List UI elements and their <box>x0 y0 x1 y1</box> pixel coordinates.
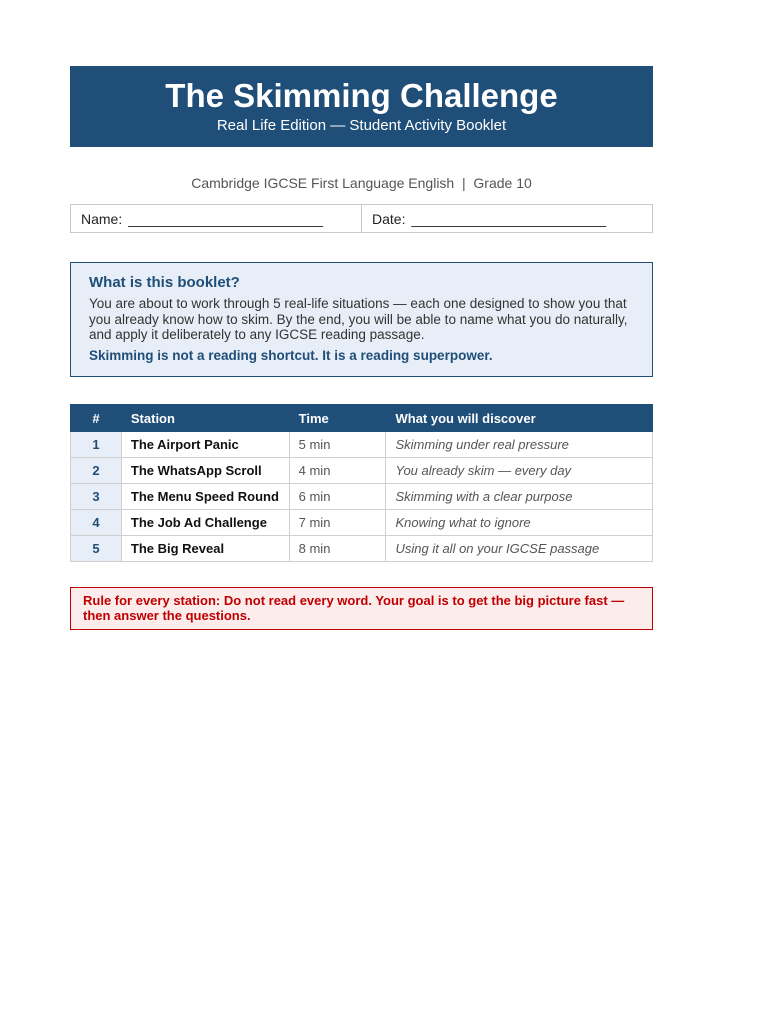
table-row <box>71 432 653 458</box>
title-banner <box>70 66 653 147</box>
info-box <box>70 262 653 377</box>
row-discover: Using it all on your IGCSE passage <box>386 536 653 562</box>
row-station: The WhatsApp Scroll <box>121 458 289 484</box>
course-info: Cambridge IGCSE First Language English | Grade 10 <box>191 175 532 191</box>
row-discover: You already skim — every day <box>386 458 653 484</box>
name-field[interactable] <box>71 205 361 232</box>
row-station: The Job Ad Challenge <box>121 510 289 536</box>
row-station: The Menu Speed Round <box>121 484 289 510</box>
row-discover: Skimming with a clear purpose <box>386 484 653 510</box>
row-number: 4 <box>71 510 122 536</box>
info-body: You are about to work through 5 real-life situations — each one designed to show you that you already know how to skim. By the end, you will be able to name what you do naturally, and apply it deliberately to any IGCSE reading passage. <box>89 296 628 342</box>
name-date-form <box>70 204 653 233</box>
name-label: Name: <box>81 210 123 227</box>
page-subtitle: Real Life Edition — Student Activity Booklet <box>216 117 507 134</box>
name-blank-line[interactable]: _________________________ <box>128 210 323 227</box>
table-row <box>71 484 653 510</box>
page-title: The Skimming Challenge <box>165 77 558 114</box>
info-heading: What is this booklet? <box>89 274 240 291</box>
header-station: Station <box>121 405 289 432</box>
row-station: The Airport Panic <box>121 432 289 458</box>
row-discover: Skimming under real pressure <box>386 432 653 458</box>
date-field[interactable] <box>361 205 652 232</box>
header-number: # <box>71 405 122 432</box>
row-number: 3 <box>71 484 122 510</box>
stations-table <box>70 404 653 562</box>
row-number: 2 <box>71 458 122 484</box>
row-time: 5 min <box>289 432 386 458</box>
table-row <box>71 510 653 536</box>
header-discover: What you will discover <box>386 405 653 432</box>
row-time: 8 min <box>289 536 386 562</box>
row-number: 1 <box>71 432 122 458</box>
row-time: 4 min <box>289 458 386 484</box>
row-time: 7 min <box>289 510 386 536</box>
table-header-row <box>71 405 653 432</box>
row-discover: Knowing what to ignore <box>386 510 653 536</box>
booklet-page <box>70 66 653 630</box>
table-row <box>71 458 653 484</box>
row-number: 5 <box>71 536 122 562</box>
table-row <box>71 536 653 562</box>
rule-callout: Rule for every station: Do not read every word. Your goal is to get the big picture fast — then answer the questions. <box>70 587 653 630</box>
row-time: 6 min <box>289 484 386 510</box>
row-station: The Big Reveal <box>121 536 289 562</box>
info-emphasis: Skimming is not a reading shortcut. It is a reading superpower. <box>89 347 493 363</box>
date-label: Date: <box>372 210 406 227</box>
date-blank-line[interactable]: _________________________ <box>411 210 607 227</box>
header-time: Time <box>289 405 386 432</box>
